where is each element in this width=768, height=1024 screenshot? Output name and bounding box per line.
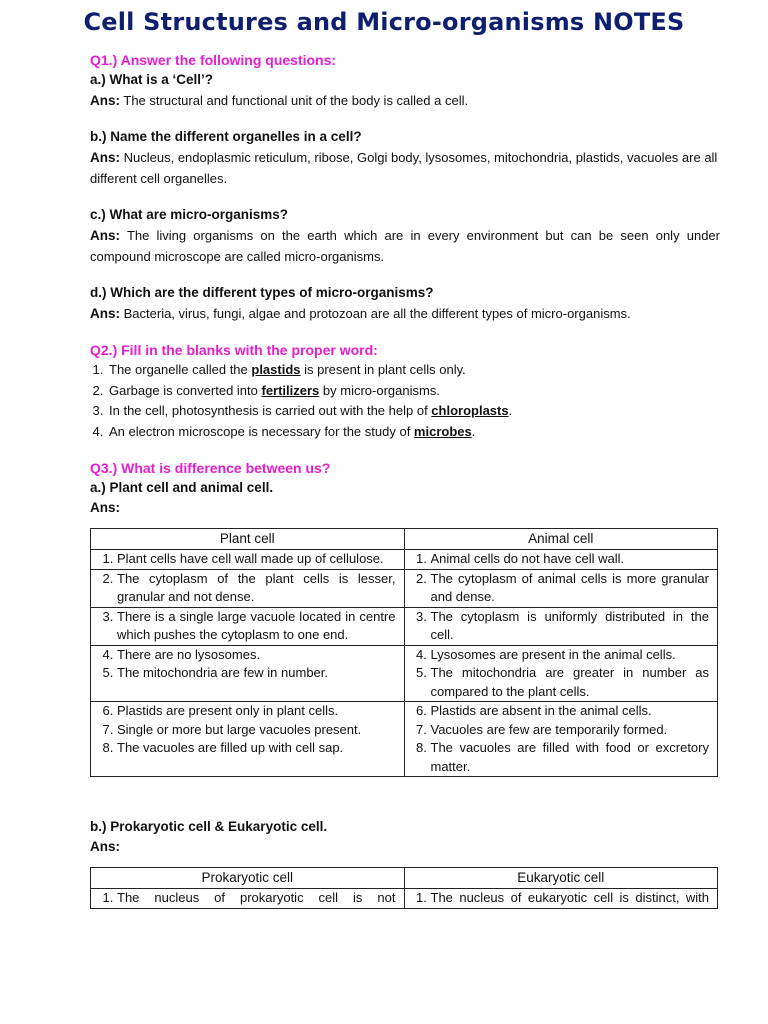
notes-content	[90, 50, 720, 909]
q1b-answer	[90, 147, 720, 189]
q3b-question: b.) Prokaryotic cell & Eukaryotic cell.	[90, 819, 328, 834]
q1b-question: b.) Name the different organelles in a cell?	[90, 129, 362, 144]
ans-label: Ans:	[90, 306, 120, 321]
answer-word: plastids	[251, 362, 301, 377]
fill-blanks-list	[90, 360, 720, 442]
list-item: 4. An electron microscope is necessary for the study of microbes.	[107, 422, 720, 443]
q1d-answer	[90, 303, 720, 324]
ans-label: Ans:	[90, 228, 120, 243]
table-row: 1. Plant cells have cell wall made up of cellulose. 1. Animal cells do not have cell wall.	[91, 550, 718, 570]
table-header-eukaryotic: Eukaryotic cell	[404, 868, 718, 889]
ans-label: Ans:	[90, 150, 120, 165]
table-row: 2. The cytoplasm of the plant cells is lesser, granular and not dense. 2. The cytoplasm of animal cells is more granular and dense.	[91, 569, 718, 607]
q3-heading: Q3.) What is difference between us?	[90, 460, 331, 476]
q3a-ans-label: Ans:	[90, 500, 120, 515]
table-header-plant: Plant cell	[91, 529, 405, 550]
answer-word: fertilizers	[261, 382, 320, 398]
list-item: 1. The organelle called the plastids is present in plant cells only.	[107, 360, 720, 381]
page-title: Cell Structures and Micro-organisms NOTES	[83, 8, 685, 36]
answer-text: The structural and functional unit of the body is called a cell.	[123, 93, 469, 108]
answer-text: The living organisms on the earth which are in every environment but can be seen only under compound microscope are called micro-organisms.	[90, 228, 720, 264]
list-item: 3. In the cell, photosynthesis is carried out with the help of chloroplasts.	[107, 401, 720, 422]
q1a-question: a.) What is a ‘Cell’?	[90, 72, 214, 87]
list-item: 2. Garbage is converted into fertilizers by micro-organisms.	[107, 381, 720, 402]
plant-animal-table	[90, 528, 718, 777]
q1c-question: c.) What are micro-organisms?	[90, 207, 289, 222]
q3b-ans-label: Ans:	[90, 839, 120, 854]
ans-label: Ans:	[90, 93, 120, 108]
table-row: 1. The nucleus of prokaryotic cell is not 1. The nucleus of eukaryotic cell is distinct, with	[91, 889, 718, 909]
q2-heading: Q2.) Fill in the blanks with the proper word:	[90, 342, 378, 358]
answer-text: Bacteria, virus, fungi, algae and protozoan are all the different types of micro-organisms.	[123, 306, 631, 321]
table-row: 6. Plastids are present only in plant cells. 7. Single or more but large vacuoles present. 8. The vacuoles are filled up with cell sap. 6. Plastids are absent in the animal cells. 7. Vacuoles are few are temporarily formed. 8. The vacuoles are filled with food or excretory matter.	[91, 702, 718, 777]
table-header-animal: Animal cell	[404, 529, 718, 550]
table-row: 3. There is a single large vacuole located in centre which pushes the cytoplasm to one end. 3. The cytoplasm is uniformly distributed in the cell.	[91, 607, 718, 645]
table-row: 4. There are no lysosomes. 5. The mitochondria are few in number. 4. Lysosomes are present in the animal cells. 5. The mitochondria are greater in number as compared to the plant cells.	[91, 645, 718, 702]
q1d-question: d.) Which are the different types of micro-organisms?	[90, 285, 434, 300]
q1a-answer	[90, 90, 720, 111]
q1-heading: Q1.) Answer the following questions:	[90, 52, 337, 68]
q1c-answer	[90, 225, 720, 267]
answer-word: chloroplasts	[431, 403, 509, 418]
answer-word: microbes	[413, 423, 472, 439]
prokaryotic-eukaryotic-table	[90, 867, 718, 909]
answer-text: Nucleus, endoplasmic reticulum, ribose, Golgi body, lysosomes, mitochondria, plastids, vacuoles are all different cell organelles.	[90, 150, 718, 186]
q3a-question: a.) Plant cell and animal cell.	[90, 480, 274, 495]
table-header-prokaryotic: Prokaryotic cell	[91, 868, 405, 889]
